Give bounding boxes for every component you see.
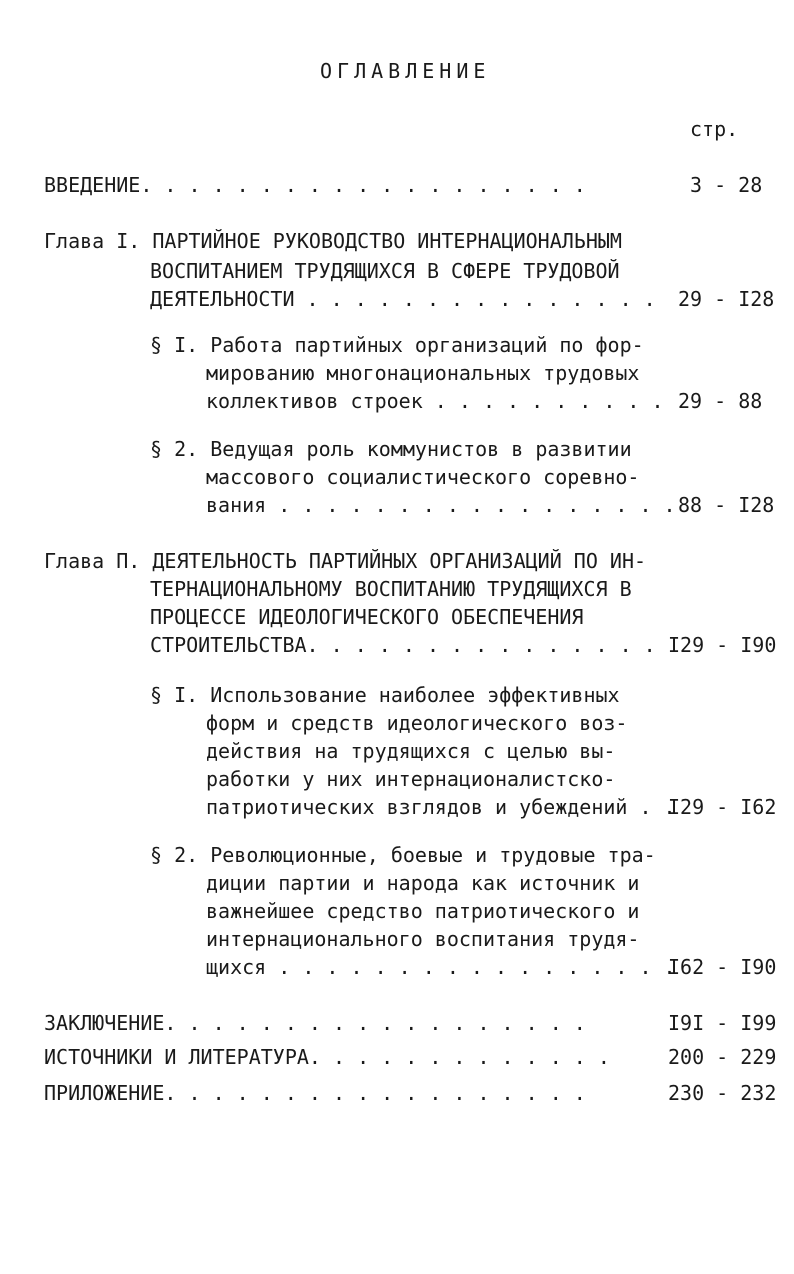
toc-ch1-section-2-line-1: § 2. Ведущая роль коммунистов в развитии xyxy=(150,437,632,461)
toc-pages-chapter-2: I29 - I90 xyxy=(668,633,777,657)
toc-chapter-2-line-1: Глава П. ДЕЯТЕЛЬНОСТЬ ПАРТИЙНЫХ ОРГАНИЗАЦИЙ ПО ИН- xyxy=(44,549,647,573)
page-column-label: стр. xyxy=(690,117,739,141)
toc-chapter-2-line-3: ПРОЦЕССЕ ИДЕОЛОГИЧЕСКОГО ОБЕСПЕЧЕНИЯ xyxy=(150,605,584,629)
toc-pages-chapter-1: 29 - I28 xyxy=(678,287,775,311)
toc-ch2-section-1-line-1: § I. Использование наиболее эффективных xyxy=(150,683,620,707)
toc-pages-appendix: 230 - 232 xyxy=(668,1081,777,1105)
toc-chapter-1-line-2: ВОСПИТАНИЕМ ТРУДЯЩИХСЯ В СФЕРЕ ТРУДОВОЙ xyxy=(150,259,620,283)
toc-entry-conclusion: ЗАКЛЮЧЕНИЕ. . . . . . . . . . . . . . . . . . xyxy=(44,1011,586,1035)
toc-pages-ch1-section-1: 29 - 88 xyxy=(678,389,763,413)
toc-chapter-1-line-1: Глава I. ПАРТИЙНОЕ РУКОВОДСТВО ИНТЕРНАЦИОНАЛЬНЫМ xyxy=(44,229,622,253)
toc-ch1-section-1-line-3: коллективов строек . . . . . . . . . . xyxy=(206,389,664,413)
toc-pages-ch2-section-1: I29 - I62 xyxy=(668,795,777,819)
toc-ch1-section-2-line-2: массового социалистического соревно- xyxy=(206,465,640,489)
toc-entry-intro: ВВЕДЕНИЕ. . . . . . . . . . . . . . . . . . . xyxy=(44,173,586,197)
toc-pages-ch1-section-2: 88 - I28 xyxy=(678,493,775,517)
toc-entry-sources: ИСТОЧНИКИ И ЛИТЕРАТУРА. . . . . . . . . . . . . xyxy=(44,1045,610,1069)
toc-pages-ch2-section-2: I62 - I90 xyxy=(668,955,777,979)
toc-pages-conclusion: I9I - I99 xyxy=(668,1011,777,1035)
toc-ch1-section-1-line-1: § I. Работа партийных организаций по фор- xyxy=(150,333,644,357)
toc-ch2-section-1-line-2: форм и средств идеологического воз- xyxy=(206,711,628,735)
toc-chapter-2-line-4: СТРОИТЕЛЬСТВА. . . . . . . . . . . . . . . xyxy=(150,633,656,657)
toc-ch2-section-2-line-4: интернационального воспитания трудя- xyxy=(206,927,640,951)
toc-pages-sources: 200 - 229 xyxy=(668,1045,777,1069)
toc-chapter-1-line-3: ДЕЯТЕЛЬНОСТИ . . . . . . . . . . . . . . . xyxy=(150,287,656,311)
toc-pages-intro: 3 - 28 xyxy=(690,173,763,197)
page-title: ОГЛАВЛЕНИЕ xyxy=(320,59,491,83)
toc-ch2-section-2-line-2: диции партии и народа как источник и xyxy=(206,871,640,895)
toc-entry-appendix: ПРИЛОЖЕНИЕ. . . . . . . . . . . . . . . . . . xyxy=(44,1081,586,1105)
toc-ch1-section-2-line-3: вания . . . . . . . . . . . . . . . . . xyxy=(206,493,676,517)
toc-ch2-section-1-line-3: действия на трудящихся с целью вы- xyxy=(206,739,616,763)
toc-ch2-section-1-line-5: патриотических взглядов и убеждений . . xyxy=(206,795,676,819)
toc-ch2-section-2-line-3: важнейшее средство патриотического и xyxy=(206,899,640,923)
toc-ch2-section-2-line-5: щихся . . . . . . . . . . . . . . . . . xyxy=(206,955,676,979)
toc-ch2-section-2-line-1: § 2. Революционные, боевые и трудовые тра- xyxy=(150,843,656,867)
toc-ch2-section-1-line-4: работки у них интернационалистско- xyxy=(206,767,616,791)
toc-chapter-2-line-2: ТЕРНАЦИОНАЛЬНОМУ ВОСПИТАНИЮ ТРУДЯЩИХСЯ В xyxy=(150,577,632,601)
toc-ch1-section-1-line-2: мированию многонациональных трудовых xyxy=(206,361,640,385)
